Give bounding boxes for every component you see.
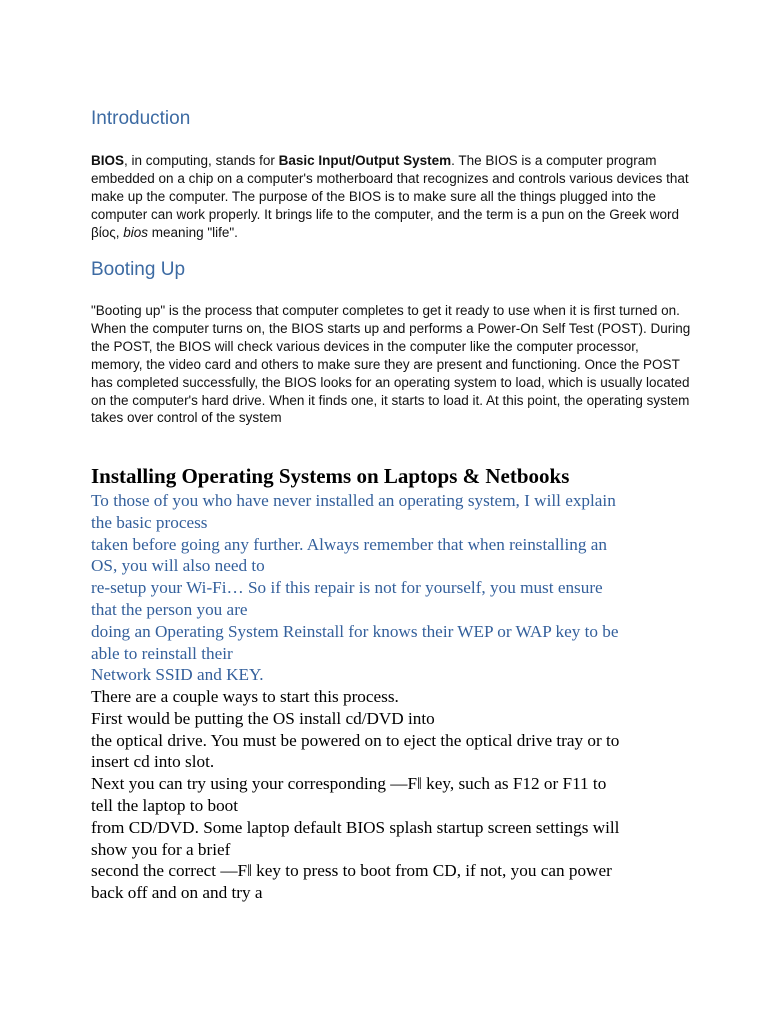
introduction-text-run: meaning "life".	[148, 224, 238, 240]
installing-steps-text	[91, 686, 691, 904]
installing-intro-blue-text	[91, 490, 691, 686]
text-line: taken before going any further. Always remember that when reinstalling an	[91, 534, 607, 554]
installing-os-heading: Installing Operating Systems on Laptops & Netbooks	[91, 464, 570, 488]
text-line: that the person you are	[91, 599, 248, 619]
text-line: First would be putting the OS install cd/DVD into	[91, 708, 435, 728]
text-line: There are a couple ways to start this process.	[91, 687, 399, 706]
text-line: able to reinstall their	[91, 643, 233, 663]
text-line: Network SSID and KEY.	[91, 665, 264, 685]
text-line: show you for a brief	[91, 839, 231, 859]
booting-up-heading: Booting Up	[91, 259, 186, 280]
text-line: second the correct ―F‖ key to press to boot from CD, if not, you can power	[91, 861, 612, 881]
text-line: re-setup your Wi-Fi… So if this repair is not for yourself, you must ensure	[91, 578, 603, 598]
introduction-paragraph	[91, 152, 691, 242]
introduction-text-run: , in computing, stands for	[124, 153, 279, 168]
introduction-text-run: BIOS	[91, 153, 125, 168]
text-line: tell the laptop to boot	[91, 795, 239, 815]
text-line: To those of you who have never installed an operating system, I will explain	[91, 491, 616, 510]
introduction-text-run: bios	[123, 224, 149, 240]
introduction-text-run: Basic Input/Output System	[278, 153, 452, 168]
introduction-heading: Introduction	[91, 108, 191, 129]
text-line: the basic process	[91, 512, 208, 532]
text-line: the optical drive. You must be powered on to eject the optical drive tray or to	[91, 730, 620, 750]
text-line: from CD/DVD. Some laptop default BIOS splash startup screen settings will	[91, 817, 620, 837]
text-line: doing an Operating System Reinstall for knows their WEP or WAP key to be	[91, 621, 619, 641]
introduction-text-run: . The BIOS is a computer program embedded on a chip on a computer's motherboard that recognizes and controls various devices that make up the computer. The purpose of the BIOS is to make sure all the things plugged into the computer can work properly. It brings life to the computer, and the term is a pun on the Greek word βίος,	[91, 153, 689, 240]
text-line: OS, you will also need to	[91, 556, 265, 576]
booting-up-paragraph: "Booting up" is the process that computer completes to get it ready to use when it is first turned on. When the computer turns on, the BIOS starts up and performs a Power-On Self Test (POST). During the POST, the BIOS will check various devices in the computer like the computer processor, memory, the video card and others to make sure they are present and functioning. Once the POST has completed successfully, the BIOS looks for an operating system to load, which is usually located on the computer's hard drive. When it finds one, it starts to load it. At this point, the operating system takes over control of the system	[91, 303, 691, 426]
text-line: Next you can try using your corresponding ―F‖ key, such as F12 or F11 to	[91, 774, 607, 794]
text-line: insert cd into slot.	[91, 752, 215, 772]
text-line: back off and on and try a	[91, 883, 263, 903]
